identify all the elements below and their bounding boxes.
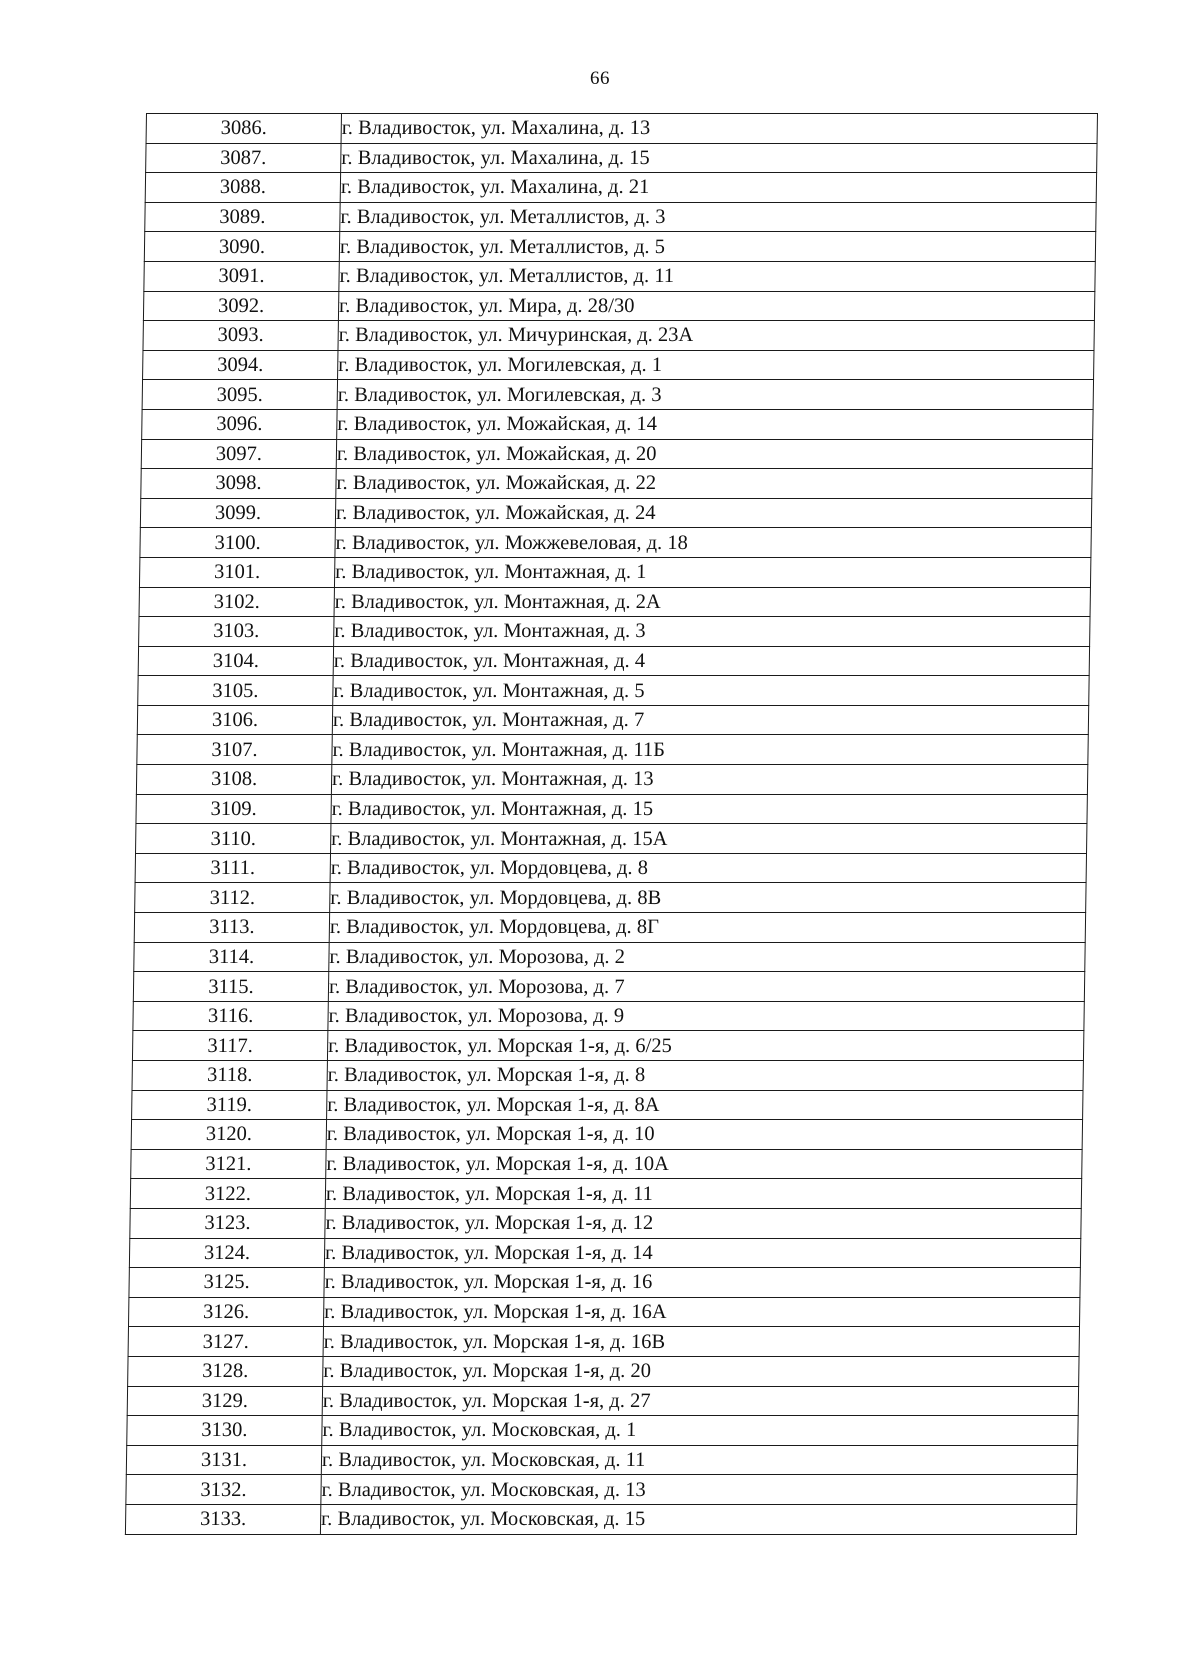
address-cell: г. Владивосток, ул. Монтажная, д. 2А: [334, 587, 1090, 617]
table-row: [143, 291, 1094, 321]
row-number-cell: 3088.: [145, 173, 340, 203]
row-number-cell: 3090.: [144, 232, 339, 262]
address-cell: г. Владивосток, ул. Махалина, д. 13: [341, 114, 1097, 144]
row-number-cell: 3086.: [146, 114, 341, 144]
row-number-cell: 3098.: [141, 469, 336, 499]
row-number-cell: 3109.: [136, 794, 331, 824]
table-row: [142, 380, 1093, 410]
address-cell: г. Владивосток, ул. Мордовцева, д. 8: [330, 853, 1086, 883]
address-cell: г. Владивосток, ул. Металлистов, д. 3: [340, 202, 1096, 232]
table-row: [137, 735, 1088, 765]
table-row: [137, 705, 1088, 735]
table-row: [134, 913, 1085, 943]
address-cell: г. Владивосток, ул. Морозова, д. 7: [328, 972, 1084, 1002]
address-cell: г. Владивосток, ул. Металлистов, д. 5: [339, 232, 1095, 262]
row-number-cell: 3106.: [137, 705, 332, 735]
address-cell: г. Владивосток, ул. Морская 1-я, д. 12: [325, 1208, 1081, 1238]
address-cell: г. Владивосток, ул. Мичуринская, д. 23А: [338, 321, 1094, 351]
table-row: [146, 114, 1097, 144]
row-number-cell: 3129.: [127, 1386, 322, 1416]
address-cell: г. Владивосток, ул. Могилевская, д. 3: [337, 380, 1093, 410]
address-cell: г. Владивосток, ул. Монтажная, д. 3: [334, 617, 1090, 647]
row-number-cell: 3091.: [144, 261, 339, 291]
row-number-cell: 3096.: [142, 409, 337, 439]
address-cell: г. Владивосток, ул. Можжевеловая, д. 18: [335, 528, 1091, 558]
address-cell: г. Владивосток, ул. Махалина, д. 15: [341, 143, 1097, 173]
table-row: [127, 1416, 1078, 1446]
table-row: [133, 1001, 1084, 1031]
table-row: [130, 1208, 1081, 1238]
row-number-cell: 3123.: [130, 1208, 325, 1238]
row-number-cell: 3126.: [128, 1297, 323, 1327]
table-row: [128, 1356, 1079, 1386]
address-cell: г. Владивосток, ул. Можайская, д. 14: [337, 409, 1093, 439]
address-cell: г. Владивосток, ул. Морская 1-я, д. 27: [322, 1386, 1078, 1416]
address-cell: г. Владивосток, ул. Монтажная, д. 1: [334, 557, 1090, 587]
row-number-cell: 3104.: [138, 646, 333, 676]
table-row: [141, 439, 1092, 469]
address-cell: г. Владивосток, ул. Монтажная, д. 13: [331, 765, 1087, 795]
table-row: [144, 232, 1095, 262]
row-number-cell: 3133.: [125, 1504, 320, 1534]
table-row: [139, 587, 1090, 617]
row-number-cell: 3105.: [138, 676, 333, 706]
address-cell: г. Владивосток, ул. Морская 1-я, д. 11: [325, 1179, 1081, 1209]
address-table-body: [125, 114, 1097, 1535]
table-row: [145, 173, 1096, 203]
address-cell: г. Владивосток, ул. Монтажная, д. 5: [333, 676, 1089, 706]
address-cell: г. Владивосток, ул. Мордовцева, д. 8В: [330, 883, 1086, 913]
table-row: [135, 883, 1086, 913]
table-row: [135, 853, 1086, 883]
row-number-cell: 3124.: [129, 1238, 324, 1268]
table-row: [127, 1386, 1078, 1416]
row-number-cell: 3099.: [140, 498, 335, 528]
row-number-cell: 3121.: [131, 1149, 326, 1179]
table-row: [128, 1327, 1079, 1357]
table-row: [129, 1268, 1080, 1298]
row-number-cell: 3122.: [130, 1179, 325, 1209]
table-row: [139, 617, 1090, 647]
address-cell: г. Владивосток, ул. Морская 1-я, д. 16В: [323, 1327, 1079, 1357]
row-number-cell: 3108.: [136, 765, 331, 795]
table-row: [143, 321, 1094, 351]
table-row: [140, 528, 1091, 558]
table-row: [143, 350, 1094, 380]
table-row: [126, 1475, 1077, 1505]
row-number-cell: 3100.: [140, 528, 335, 558]
table-row: [144, 261, 1095, 291]
table-row: [140, 498, 1091, 528]
row-number-cell: 3128.: [128, 1356, 323, 1386]
address-cell: г. Владивосток, ул. Мордовцева, д. 8Г: [329, 913, 1085, 943]
table-row: [138, 676, 1089, 706]
address-cell: г. Владивосток, ул. Морская 1-я, д. 10: [326, 1120, 1082, 1150]
address-cell: г. Владивосток, ул. Морская 1-я, д. 8А: [327, 1090, 1083, 1120]
address-table: [125, 113, 1098, 1535]
table-row: [125, 1504, 1076, 1534]
table-row: [131, 1120, 1082, 1150]
row-number-cell: 3127.: [128, 1327, 323, 1357]
table-row: [133, 972, 1084, 1002]
address-cell: г. Владивосток, ул. Монтажная, д. 11Б: [332, 735, 1088, 765]
table-row: [139, 557, 1090, 587]
page-number: 66: [590, 68, 610, 89]
row-number-cell: 3131.: [126, 1445, 321, 1475]
table-row: [128, 1297, 1079, 1327]
address-cell: г. Владивосток, ул. Морская 1-я, д. 8: [327, 1061, 1083, 1091]
address-cell: г. Владивосток, ул. Морская 1-я, д. 16А: [323, 1297, 1079, 1327]
address-cell: г. Владивосток, ул. Монтажная, д. 15: [331, 794, 1087, 824]
table-row: [126, 1445, 1077, 1475]
address-cell: г. Владивосток, ул. Морозова, д. 2: [329, 942, 1085, 972]
row-number-cell: 3120.: [131, 1120, 326, 1150]
table-row: [145, 202, 1096, 232]
table-row: [134, 942, 1085, 972]
row-number-cell: 3089.: [145, 202, 340, 232]
row-number-cell: 3116.: [133, 1001, 328, 1031]
table-row: [131, 1149, 1082, 1179]
table-row: [136, 765, 1087, 795]
table-row: [136, 824, 1087, 854]
address-cell: г. Владивосток, ул. Мира, д. 28/30: [338, 291, 1094, 321]
address-cell: г. Владивосток, ул. Монтажная, д. 7: [332, 705, 1088, 735]
row-number-cell: 3111.: [135, 853, 330, 883]
address-cell: г. Владивосток, ул. Можайская, д. 24: [335, 498, 1091, 528]
address-cell: г. Владивосток, ул. Монтажная, д. 4: [333, 646, 1089, 676]
address-cell: г. Владивосток, ул. Морозова, д. 9: [328, 1001, 1084, 1031]
address-cell: г. Владивосток, ул. Московская, д. 13: [321, 1475, 1077, 1505]
row-number-cell: 3102.: [139, 587, 334, 617]
table-row: [141, 469, 1092, 499]
row-number-cell: 3107.: [137, 735, 332, 765]
table-row: [129, 1238, 1080, 1268]
table-row: [132, 1061, 1083, 1091]
address-cell: г. Владивосток, ул. Морская 1-я, д. 14: [324, 1238, 1080, 1268]
address-cell: г. Владивосток, ул. Морская 1-я, д. 10А: [326, 1149, 1082, 1179]
row-number-cell: 3093.: [143, 321, 338, 351]
table-row: [132, 1031, 1083, 1061]
row-number-cell: 3119.: [132, 1090, 327, 1120]
row-number-cell: 3113.: [134, 913, 329, 943]
address-cell: г. Владивосток, ул. Московская, д. 15: [320, 1504, 1076, 1534]
row-number-cell: 3125.: [129, 1268, 324, 1298]
row-number-cell: 3118.: [132, 1061, 327, 1091]
row-number-cell: 3114.: [134, 942, 329, 972]
row-number-cell: 3115.: [133, 972, 328, 1002]
row-number-cell: 3130.: [127, 1416, 322, 1446]
address-cell: г. Владивосток, ул. Металлистов, д. 11: [339, 261, 1095, 291]
address-cell: г. Владивосток, ул. Московская, д. 1: [322, 1416, 1078, 1446]
row-number-cell: 3095.: [142, 380, 337, 410]
table-row: [146, 143, 1097, 173]
address-cell: г. Владивосток, ул. Морская 1-я, д. 6/25: [327, 1031, 1083, 1061]
address-cell: г. Владивосток, ул. Можайская, д. 20: [336, 439, 1092, 469]
row-number-cell: 3112.: [135, 883, 330, 913]
row-number-cell: 3117.: [132, 1031, 327, 1061]
row-number-cell: 3092.: [143, 291, 338, 321]
table-row: [130, 1179, 1081, 1209]
address-cell: г. Владивосток, ул. Московская, д. 11: [321, 1445, 1077, 1475]
row-number-cell: 3097.: [141, 439, 336, 469]
row-number-cell: 3103.: [139, 617, 334, 647]
address-cell: г. Владивосток, ул. Монтажная, д. 15А: [331, 824, 1087, 854]
table-row: [142, 409, 1093, 439]
address-cell: г. Владивосток, ул. Махалина, д. 21: [340, 173, 1096, 203]
table-row: [136, 794, 1087, 824]
address-cell: г. Владивосток, ул. Могилевская, д. 1: [338, 350, 1094, 380]
row-number-cell: 3101.: [139, 557, 334, 587]
table-row: [138, 646, 1089, 676]
row-number-cell: 3094.: [143, 350, 338, 380]
row-number-cell: 3110.: [136, 824, 331, 854]
row-number-cell: 3132.: [126, 1475, 321, 1505]
address-cell: г. Владивосток, ул. Можайская, д. 22: [336, 469, 1092, 499]
row-number-cell: 3087.: [146, 143, 341, 173]
table-row: [132, 1090, 1083, 1120]
address-cell: г. Владивосток, ул. Морская 1-я, д. 16: [324, 1268, 1080, 1298]
address-cell: г. Владивосток, ул. Морская 1-я, д. 20: [323, 1356, 1079, 1386]
